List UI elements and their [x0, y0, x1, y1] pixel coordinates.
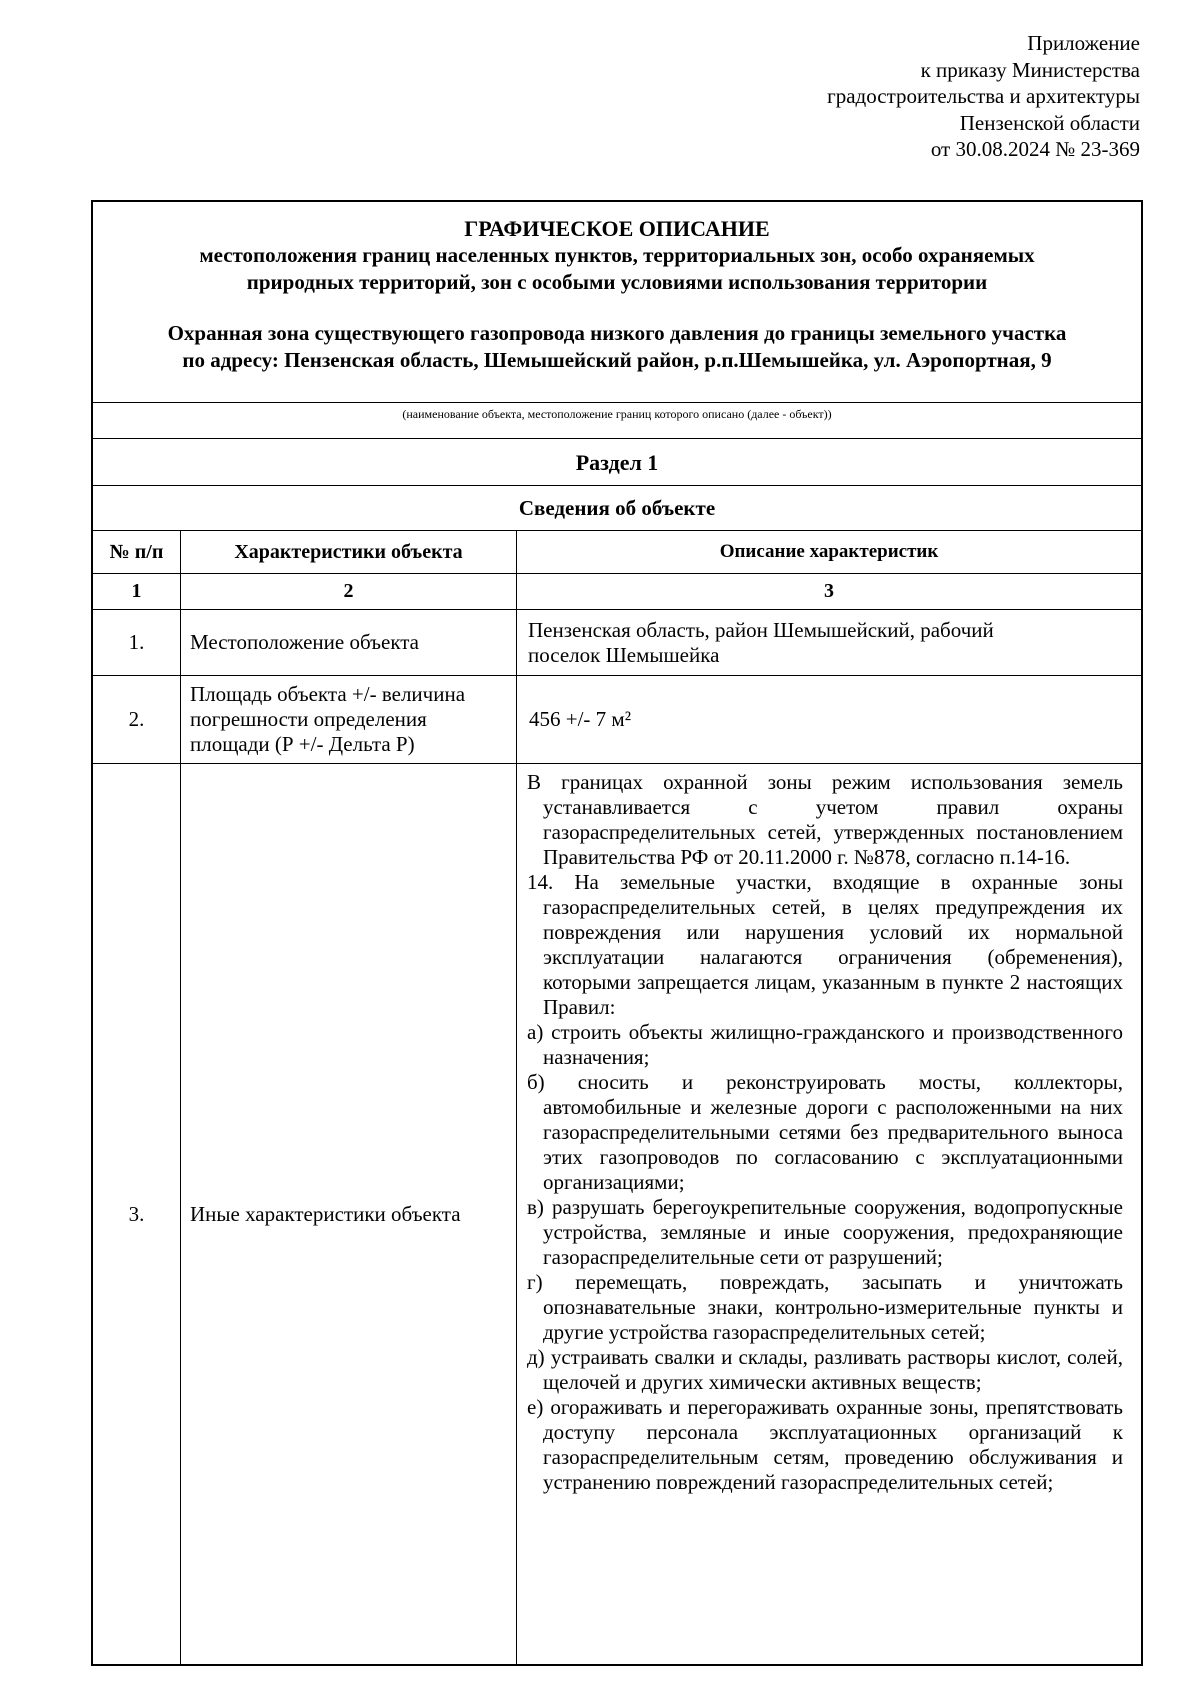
- row-description: [517, 610, 1141, 675]
- characteristic-line: Площадь объекта +/- величина: [190, 682, 466, 706]
- row-characteristic: Иные характеристики объекта: [181, 764, 517, 1664]
- row-number: 3.: [93, 764, 181, 1664]
- document-subtitle: природных территорий, зон с особыми условиями использования территории: [246, 270, 988, 294]
- row-characteristic: [181, 676, 517, 763]
- section-subtitle: Сведения об объекте: [93, 486, 1141, 531]
- header-cell-characteristic: Характеристики объекта: [181, 531, 517, 573]
- document-title: ГРАФИЧЕСКОЕ ОПИСАНИЕ: [464, 216, 770, 241]
- table-row: [93, 676, 1141, 764]
- object-caption: (наименование объекта, местоположение границ которого описано (далее - объект)): [93, 403, 1141, 439]
- approval-line: градостроительства и архитектуры: [827, 84, 1140, 108]
- approval-line: к приказу Министерства: [920, 57, 1140, 82]
- column-number: 1: [93, 574, 181, 609]
- approval-block: [827, 30, 1140, 163]
- row-number: 2.: [93, 676, 181, 763]
- table-header-row: [93, 531, 1141, 574]
- object-name: [93, 320, 1141, 374]
- description-paragraph: в) разрушать берегоукрепительные сооружения, водопропускные устройства, земляные и иные сооружения, предохраняющие газораспределительные сети от разрушений;: [527, 1195, 1123, 1269]
- header-cell-number: № п/п: [93, 531, 181, 573]
- object-name-line: по адресу: Пензенская область, Шемышейский район, р.п.Шемышейка, ул. Аэропортная, 9: [182, 348, 1052, 372]
- table-row: [93, 610, 1141, 676]
- approval-date-number: от 30.08.2024 № 23-369: [930, 137, 1140, 161]
- approval-line: Приложение: [1027, 31, 1140, 55]
- column-numbers-row: [93, 574, 1141, 610]
- row-number: 1.: [93, 610, 181, 675]
- column-number: 2: [181, 574, 517, 609]
- title-block: [93, 202, 1141, 403]
- header-cell-description: Описание характеристик: [719, 541, 939, 562]
- description-paragraph: е) огораживать и перегораживать охранные зоны, препятствовать доступу персонала эксплуатационных организаций к газораспределительным сетям, проведению обслуживания и устранению повреждений газораспределительных сетей;: [527, 1395, 1123, 1494]
- row-description: 456 +/- 7 м²: [529, 707, 632, 731]
- description-paragraph: г) перемещать, повреждать, засыпать и уничтожать опознавательные знаки, контрольно-измерительные пункты и другие устройства газораспределительных сетей;: [527, 1270, 1123, 1344]
- description-line: Пензенская область, район Шемышейский, рабочий: [528, 617, 994, 642]
- section-title: Раздел 1: [93, 439, 1141, 486]
- characteristic-line: площади (Р +/- Дельта Р): [190, 732, 415, 756]
- characteristic-line: погрешности определения: [190, 707, 427, 731]
- document-subtitle: местоположения границ населенных пунктов, территориальных зон, особо охраняемых: [199, 243, 1035, 267]
- description-paragraph: 14. На земельные участки, входящие в охранные зоны газораспределительных сетей, в целях предупреждения их повреждения или нарушения условий их нормальной эксплуатации налагаются ограничения (обременения), которыми запрещается лицам, указанным в пункте 2 настоящих Правил:: [527, 870, 1123, 1019]
- description-paragraph: а) строить объекты жилищно-гражданского и производственного назначения;: [527, 1020, 1123, 1069]
- description-paragraph: В границах охранной зоны режим использования земель устанавливается с учетом правил охраны газораспределительных сетей, утвержденных постановлением Правительства РФ от 20.11.2000 г. №878, согласно п.14-16.: [527, 770, 1123, 869]
- document-table: [91, 200, 1143, 1666]
- row-description: [517, 764, 1141, 1664]
- table-row: [93, 764, 1141, 1664]
- object-name-line: Охранная зона существующего газопровода низкого давления до границы земельного участка: [167, 321, 1067, 345]
- approval-line: Пензенской области: [959, 110, 1140, 135]
- column-number: 3: [824, 580, 834, 602]
- description-paragraph: д) устраивать свалки и склады, разливать растворы кислот, солей, щелочей и других химически активных веществ;: [527, 1345, 1123, 1394]
- description-line: поселок Шемышейка: [528, 642, 720, 667]
- description-paragraph: б) сносить и реконструировать мосты, коллекторы, автомобильные и железные дороги с расположенными на них газораспределительными сетями без предварительного выноса этих газопроводов по согласованию с эксплуатационными организациями;: [527, 1070, 1123, 1194]
- row-characteristic: Местоположение объекта: [181, 610, 517, 675]
